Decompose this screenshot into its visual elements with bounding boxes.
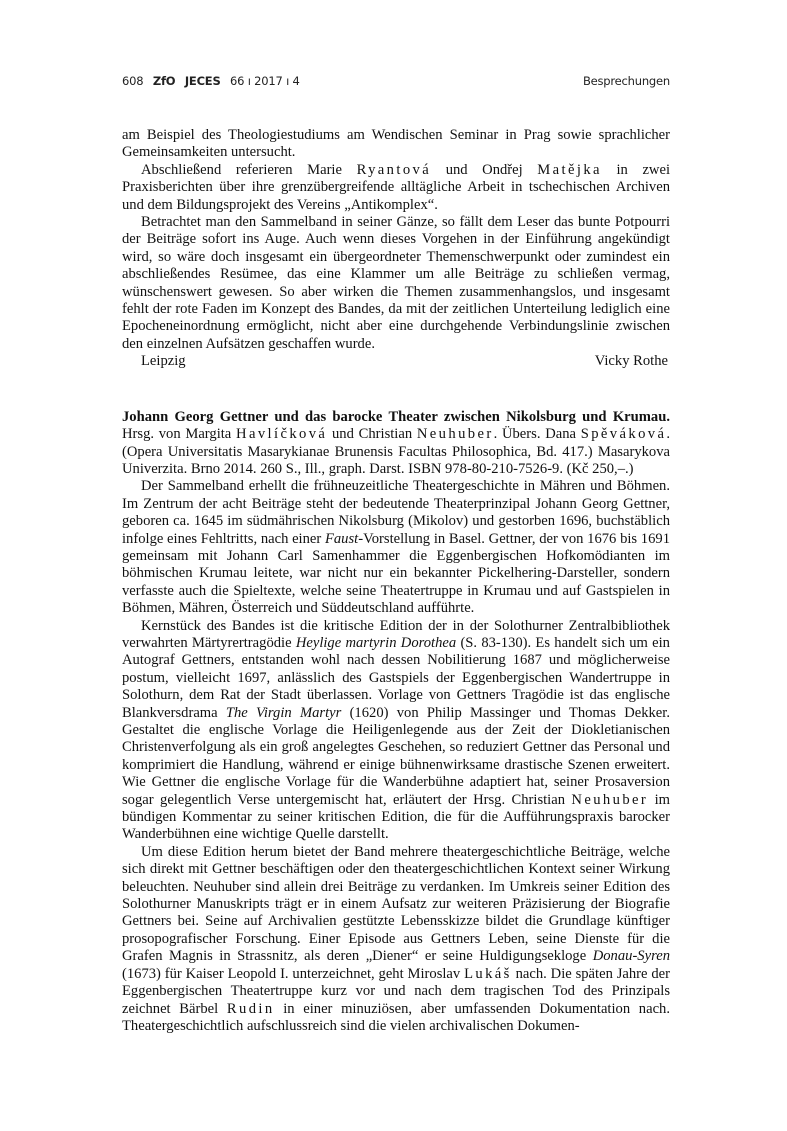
text-run: . (Opera Universitatis Masarykianae Brunensis Facultas Philosophica, Bd. 417.) Masarykova Univerzita. Brno 2014. 260 S., Ill., graph. Darst. ISBN 978-80-210-7526-9. (Kč 250,–.) <box>122 426 671 477</box>
review-title: Johann Georg Gettner und das barocke Theater zwischen Nikolsburg und Krumau. <box>122 408 670 425</box>
italic-title: The Virgin Martyr <box>225 704 342 721</box>
translator-name: Spěváková <box>580 426 667 443</box>
text-run: nach. Die späten Jahre der Eggenbergischen Theatertruppe kurz vor und nach dem tragischen Tod des Prinzipals zeichnet Bärbel <box>122 965 671 1017</box>
text-run: Abschließend referieren Marie <box>141 161 357 178</box>
text-run: im bündigen Kommentar zu seiner kritischen Edition, die für die Aufführungspraxis barocker Wanderbühnen eine wichtige Quelle darstellt. <box>122 791 670 843</box>
text-run: und Ondřej <box>431 161 538 178</box>
header-left <box>122 74 306 88</box>
text-run: am Beispiel des Theologiestudiums am Wendischen Seminar in Prag sowie sprachlicher Gemeinsamkeiten untersucht. <box>122 127 670 161</box>
volume-info: 66 ı 2017 ı 4 <box>230 74 300 88</box>
text-run: (1673) für Kaiser Leopold I. unterzeichnet, geht Miroslav <box>122 965 465 982</box>
text-run: Betrachtet man den Sammelband in seiner Gänze, so fällt dem Leser das bunte Potpourri der Beiträge sofort ins Auge. Auch wenn dieses Vorgehen in der Einführung angekündigt wird, so wäre doch insgesamt ein übergeordneter Themenschwerpunkt oder zumindest ein abschließendes Resümee, das eine Klammer um alle Beiträge zu schließen vermag, wünschenswert gewesen. So aber wirken die Themen zusammenhangslos, und insgesamt fehlt der rote Faden im Konzept des Bandes, da mit der zeitlichen Unterteilung lediglich eine Epocheneinordnung ermöglicht, nicht aber eine durchgehende Verbindungslinie zwischen den einzelnen Aufsätzen geschaffen wurde. <box>122 214 670 352</box>
text-run: Der Sammelband erhellt die frühneuzeitliche Theatergeschichte in Mähren und Böhmen. Im Zentrum der acht Beiträge steht der bedeutende Theaterprinzipal Johann Georg Gettner, geboren ca. 1645 im südmährischen Nikolsburg (Mikolov) und gestorben 1696, buchstäblich infolge eines Fehltritts, nach einer <box>122 478 670 547</box>
italic-title: Faust <box>324 530 359 547</box>
paragraph <box>122 844 670 1035</box>
text-run: . Übers. Dana <box>493 426 581 443</box>
text-run: Hrsg. von Margita <box>122 426 237 443</box>
body-text <box>122 127 670 1035</box>
editor-name: Neuhuber <box>416 426 494 443</box>
journal-subtitle: JECES <box>184 74 221 88</box>
text-run: -Vorstellung in Basel. Gettner, der von 1676 bis 1691 gemeinsam mit Johann Carl Samenhammer die Eggenbergischen Hofkomödianten im böhmischen Krumau leitete, war nicht nur ein bekannter Pickelhering-Darsteller, sondern verfasste auch die Spieltexte, welche seine Theatertruppe in Krumau und auf Gastspielen in Böhmen, Mähren, Österreich und Süddeutschland aufführte. <box>122 530 670 617</box>
text-run: in einer minuziösen, aber umfassenden Dokumentation nach. Theatergeschichtlich aufschlussreich sind die vielen archivalischen Dokumen- <box>122 1000 670 1034</box>
section-name: Besprechungen <box>582 74 670 88</box>
reviewer-name: Vicky Rothe <box>594 353 668 370</box>
journal-name: ZfO <box>152 74 176 88</box>
review-place: Leipzig <box>141 353 186 370</box>
paragraph <box>122 162 670 214</box>
review-separator <box>122 371 670 409</box>
page-number: 608 <box>122 74 144 88</box>
bibliographic-entry <box>122 409 670 479</box>
italic-title: Donau-Syren <box>592 948 670 965</box>
paragraph <box>122 127 670 162</box>
author-name: Matějka <box>537 161 602 178</box>
author-name: Ryantová <box>356 161 432 178</box>
paragraph <box>122 478 670 617</box>
paragraph <box>122 618 670 844</box>
author-name: Lukáš <box>464 965 512 982</box>
text-run: (1620) von Philip Massinger und Thomas Dekker. Gestaltet die englische Vorlage die Heiligenlegende aus der Zeit der Diokletianischen Christenverfolgung als ein groß angelegtes Geschehen, so reduziert Gettner das Personal und komprimiert die Handlung, während er einige bühnenwirksame drastische Szenen erweitert. Wie Gettner die englische Vorlage für die Wanderbühne adaptiert hat, seiner Prosaversion sogar gelegentlich Verse untergemischt hat, erläutert der Hrsg. Christian <box>122 704 670 808</box>
editor-name: Havlíčková <box>236 426 328 443</box>
paragraph <box>122 214 670 353</box>
author-name: Neuhuber <box>571 791 649 808</box>
text-run: Kernstück des Bandes ist die kritische Edition der in der Solothurner Zentralbibliothek verwahrten Märtyrertragödie <box>122 617 670 651</box>
text-run: (S. 83-130). Es handelt sich um ein Autograf Gettners, entstanden wohl nach dessen Nobilitierung 1687 und möglicherweise postum, vielleicht 1697, anlässlich des Gastspiels der Eggenbergischen Wandertruppe in Solothurn, dem Rat der Stadt überlassen. Vorlage von Gettners Tragödie ist das englische Blankversdrama <box>122 634 670 721</box>
text-run: Um diese Edition herum bietet der Band mehrere theatergeschichtliche Beiträge, welche sich direkt mit Gettner beschäftigen oder den theatergeschichtlichen Kontext seiner Wirkung beleuchten. Neuhuber sind allein drei Beiträge zu verdanken. Im Umkreis seiner Edition des Solothurner Manuskripts trägt er in einem Aufsatz zur weiteren Präzisierung der Biografie Gettners bei. Seine auf Archivalien gestützte Lebensskizze bildet die Grundlage künftiger prosopografischer Forschung. Einer Episode aus Gettners Leben, seine Dienste für die Grafen Magnis in Strassnitz, als deren „Diener“ er seine Huldigungsekloge <box>122 843 670 965</box>
author-name: Rudin <box>226 1000 275 1017</box>
running-header <box>122 74 670 92</box>
text-run: in zwei Praxisberichten über ihre grenzübergreifende alltägliche Arbeit in tschechischen Archiven und dem Bildungsprojekt des Vereins „Antikomplex“. <box>122 161 670 213</box>
text-run: und Christian <box>327 426 417 443</box>
italic-title: Heylige martyrin Dorothea <box>295 634 457 651</box>
review-signature <box>122 353 670 370</box>
